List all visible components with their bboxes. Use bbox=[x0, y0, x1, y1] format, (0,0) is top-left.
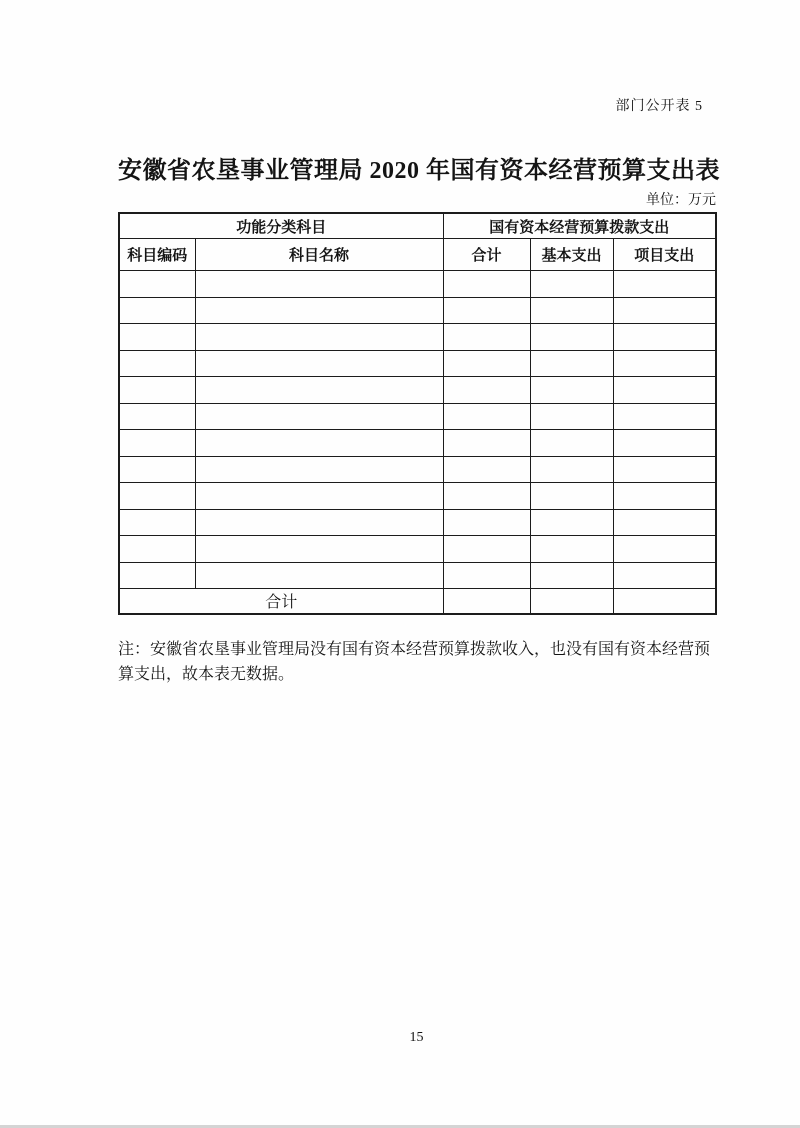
table-cell bbox=[119, 271, 195, 298]
header-basic-expenditure: 基本支出 bbox=[530, 239, 613, 271]
table-row bbox=[119, 536, 716, 563]
table-body bbox=[119, 271, 716, 589]
table-cell bbox=[530, 562, 613, 589]
table-cell bbox=[119, 297, 195, 324]
table-cell bbox=[195, 297, 443, 324]
table-cell bbox=[613, 483, 716, 510]
table-cell bbox=[443, 350, 530, 377]
table-cell bbox=[613, 430, 716, 457]
table-cell bbox=[530, 456, 613, 483]
table-cell bbox=[613, 324, 716, 351]
table-cell bbox=[119, 483, 195, 510]
header-subject-name: 科目名称 bbox=[195, 239, 443, 271]
table-cell bbox=[195, 430, 443, 457]
table-row bbox=[119, 297, 716, 324]
table-row bbox=[119, 562, 716, 589]
header-columns-row bbox=[119, 239, 716, 271]
table-cell bbox=[613, 403, 716, 430]
table-footer bbox=[119, 589, 716, 614]
total-value-cell bbox=[530, 589, 613, 614]
table-cell bbox=[195, 350, 443, 377]
table-cell bbox=[195, 536, 443, 563]
table-cell bbox=[613, 456, 716, 483]
table-row bbox=[119, 271, 716, 298]
table-cell bbox=[119, 562, 195, 589]
table-cell bbox=[195, 562, 443, 589]
table-cell bbox=[530, 403, 613, 430]
table-cell bbox=[443, 297, 530, 324]
table-cell bbox=[443, 456, 530, 483]
total-value-cell bbox=[613, 589, 716, 614]
table-row bbox=[119, 430, 716, 457]
table-cell bbox=[530, 297, 613, 324]
table-cell bbox=[613, 377, 716, 404]
table-cell bbox=[443, 483, 530, 510]
table-cell bbox=[119, 456, 195, 483]
header-functional-classification: 功能分类科目 bbox=[119, 213, 443, 239]
table-row bbox=[119, 324, 716, 351]
table-cell bbox=[119, 430, 195, 457]
note-text: 注：安徽省农垦事业管理局没有国有资本经营预算拨款收入，也没有国有资本经营预算支出，故本表无数据。 bbox=[118, 641, 711, 683]
table-cell bbox=[530, 483, 613, 510]
header-capital-budget-expenditure: 国有资本经营预算拨款支出 bbox=[443, 213, 716, 239]
table-cell bbox=[613, 536, 716, 563]
table-cell bbox=[530, 271, 613, 298]
table-cell bbox=[613, 271, 716, 298]
table-row bbox=[119, 483, 716, 510]
table-cell bbox=[443, 536, 530, 563]
table-cell bbox=[443, 403, 530, 430]
total-value-cell bbox=[443, 589, 530, 614]
table-cell bbox=[195, 271, 443, 298]
header-project-expenditure: 项目支出 bbox=[613, 239, 716, 271]
table-cell bbox=[613, 297, 716, 324]
table-cell bbox=[530, 350, 613, 377]
header-total: 合计 bbox=[443, 239, 530, 271]
table-row bbox=[119, 403, 716, 430]
table-cell bbox=[195, 483, 443, 510]
unit-label: 单位：万元 bbox=[646, 193, 716, 208]
header-group-row bbox=[119, 213, 716, 239]
table-cell bbox=[613, 350, 716, 377]
table-cell bbox=[119, 509, 195, 536]
table-cell bbox=[530, 536, 613, 563]
table-cell bbox=[119, 324, 195, 351]
page-title: 安徽省农垦事业管理局 2020 年国有资本经营预算支出表 bbox=[118, 158, 720, 184]
page-number: 15 bbox=[409, 1030, 424, 1045]
table-cell bbox=[443, 377, 530, 404]
table-cell bbox=[443, 271, 530, 298]
table-cell bbox=[443, 562, 530, 589]
table-cell bbox=[119, 377, 195, 404]
table-cell bbox=[195, 324, 443, 351]
budget-table bbox=[118, 212, 717, 615]
table-cell bbox=[195, 456, 443, 483]
table-cell bbox=[443, 430, 530, 457]
table-cell bbox=[530, 509, 613, 536]
table-cell bbox=[443, 509, 530, 536]
total-label-cell: 合计 bbox=[119, 589, 443, 614]
table-cell bbox=[195, 509, 443, 536]
table-cell bbox=[195, 403, 443, 430]
table-cell bbox=[195, 377, 443, 404]
table-cell bbox=[443, 324, 530, 351]
header-subject-code: 科目编码 bbox=[119, 239, 195, 271]
corner-label: 部门公开表 5 bbox=[615, 99, 703, 114]
table-row bbox=[119, 509, 716, 536]
table-cell bbox=[530, 377, 613, 404]
table-cell bbox=[613, 562, 716, 589]
table-cell bbox=[119, 536, 195, 563]
table-cell bbox=[613, 509, 716, 536]
total-row bbox=[119, 589, 716, 614]
table-cell bbox=[530, 430, 613, 457]
table-row bbox=[119, 456, 716, 483]
table-row bbox=[119, 350, 716, 377]
table-cell bbox=[530, 324, 613, 351]
table-row bbox=[119, 377, 716, 404]
table-cell bbox=[119, 350, 195, 377]
table-header bbox=[119, 213, 716, 271]
table-cell bbox=[119, 403, 195, 430]
